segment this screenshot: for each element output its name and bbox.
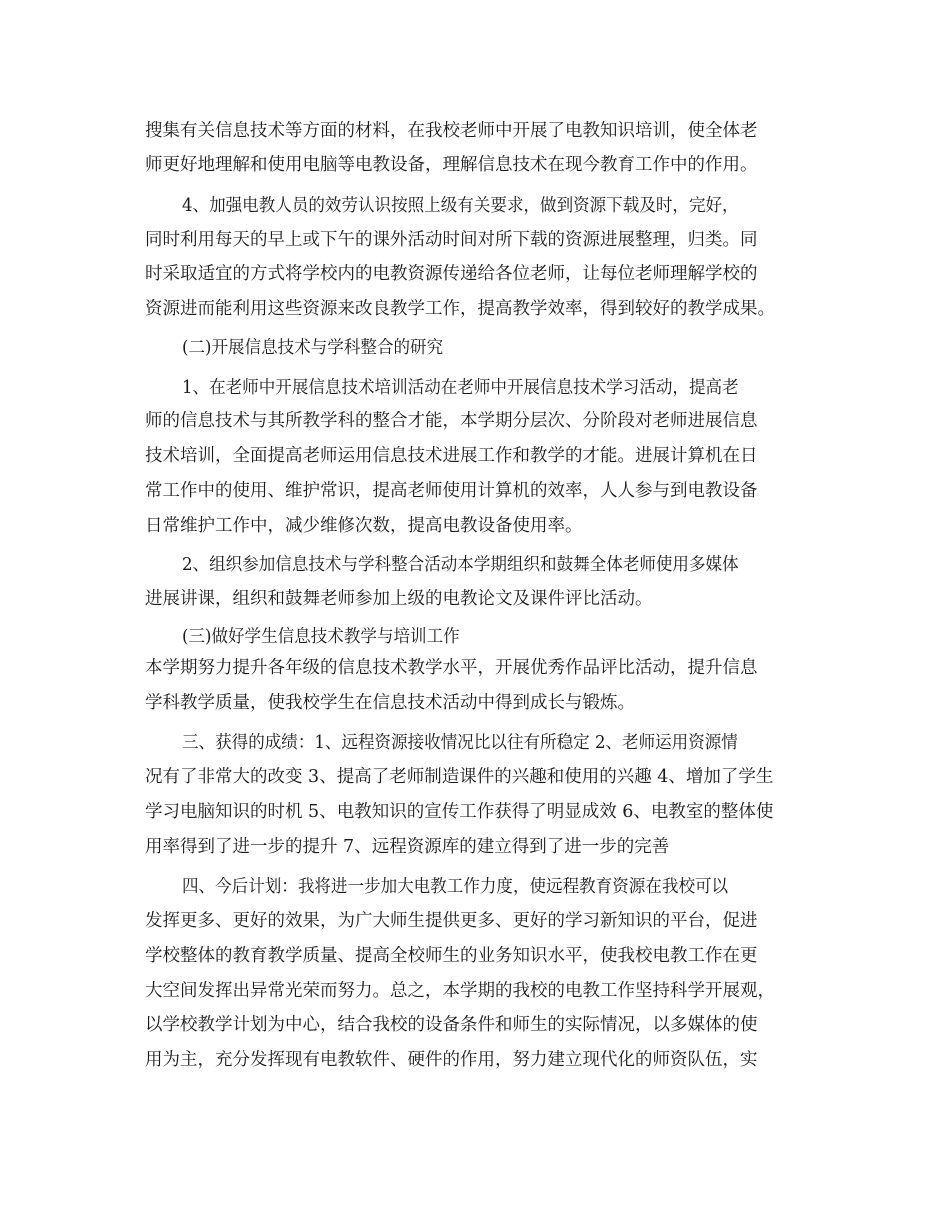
text-line: 况有了非常大的改变 3、提高了老师制造课件的兴趣和使用的兴趣 4、增加了学生 <box>145 767 774 787</box>
text-line: 用为主，充分发挥现有电教软件、硬件的作用，努力建立现代化的师资队伍，实 <box>145 1050 758 1070</box>
text-line: 四、今后计划：我将进一步加大电教工作力度，使远程教育资源在我校可以 <box>182 877 729 897</box>
text-line: 资源进而能利用这些资源来改良教学工作，提高教学效率，得到较好的教学成果。 <box>145 299 775 319</box>
text-line: 学科教学质量，使我校学生在信息技术活动中得到成长与锻炼。 <box>145 693 635 713</box>
text-line: 进展讲课，组织和鼓舞老师参加上级的电教论文及课件评比活动。 <box>145 589 653 609</box>
text-line: 日常维护工作中，减少维修次数，提高电教设备使用率。 <box>145 516 583 536</box>
text-line: 技术培训，全面提高老师运用信息技术进展工作和教学的才能。进展计算机在日 <box>145 446 758 466</box>
text-line: 4、加强电教人员的效劳认识按照上级有关要求，做到资源下载及时，完好， <box>182 196 739 216</box>
text-line: 2、组织参加信息技术与学科整合活动本学期组织和鼓舞全体老师使用多媒体 <box>182 555 739 575</box>
text-line: 发挥更多、更好的效果，为广大师生提供更多、更好的学习新知识的平台，促进 <box>145 911 758 931</box>
text-line: 师的信息技术与其所教学科的整合才能，本学期分层次、分阶段对老师进展信息 <box>145 411 758 431</box>
text-line: 以学校教学计划为中心，结合我校的设备条件和师生的实际情况，以多媒体的使 <box>145 1015 758 1035</box>
text-line: 同时利用每天的早上或下午的课外活动时间对所下载的资源进展整理，归类。同 <box>145 230 758 250</box>
text-line: 学习电脑知识的时机 5、电教知识的宣传工作获得了明显成效 6、电教室的整体使 <box>145 802 774 822</box>
section-heading: (三)做好学生信息技术教学与培训工作 <box>182 627 460 647</box>
text-line: 大空间发挥出异常光荣而努力。总之，本学期的我校的电教工作坚持科学开展观， <box>145 981 775 1001</box>
text-line: 用率得到了进一步的提升 7、远程资源库的建立得到了进一步的完善 <box>145 837 670 857</box>
section-heading: (二)开展信息技术与学科整合的研究 <box>182 338 444 358</box>
text-line: 时采取适宜的方式将学校内的电教资源传递给各位老师，让每位老师理解学校的 <box>145 264 758 284</box>
text-line: 常工作中的使用、维护常识，提高老师使用计算机的效率，人人参与到电教设备 <box>145 481 758 501</box>
text-line: 学校整体的教育教学质量、提高全校师生的业务知识水平，使我校电教工作在更 <box>145 946 758 966</box>
text-line: 1、在老师中开展信息技术培训活动在老师中开展信息技术学习活动，提高老 <box>182 378 739 398</box>
text-line: 三、获得的成绩：1、远程资源接收情况比以往有所稳定 2、老师运用资源情 <box>182 733 738 753</box>
text-line: 搜集有关信息技术等方面的材料，在我校老师中开展了电教知识培训，使全体老 <box>145 121 758 141</box>
text-line: 师更好地理解和使用电脑等电教设备，理解信息技术在现今教育工作中的作用。 <box>145 155 758 175</box>
text-line: 本学期努力提升各年级的信息技术教学水平，开展优秀作品评比活动，提升信息 <box>145 658 758 678</box>
